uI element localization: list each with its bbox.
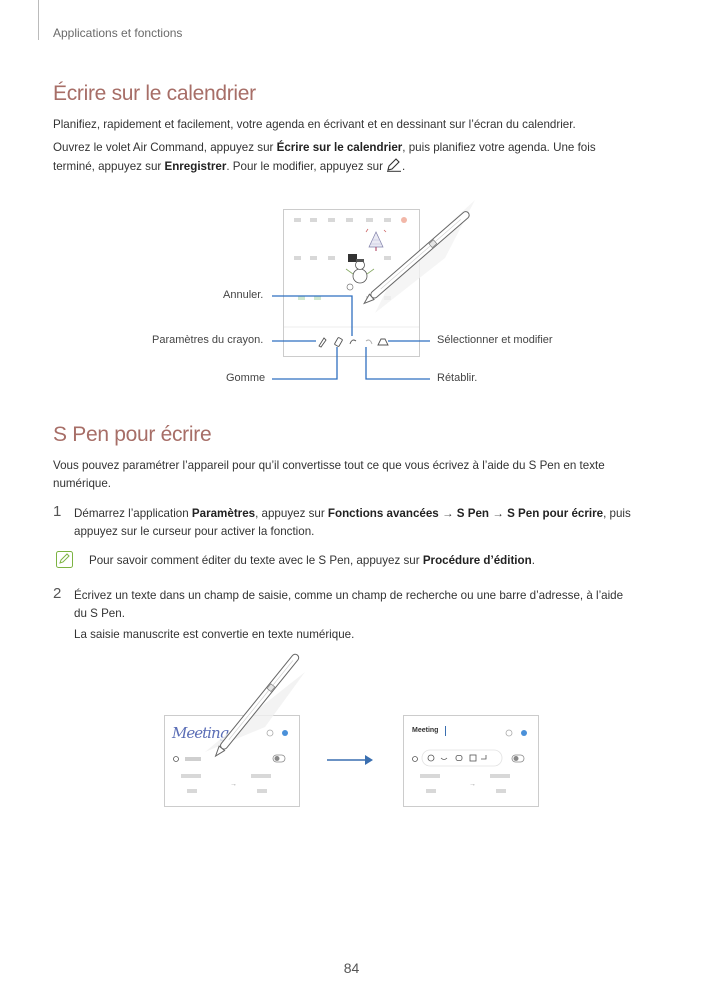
section-title-calendar: Écrire sur le calendrier — [53, 82, 256, 105]
paragraph-1: Planifiez, rapidement et facilement, votre agenda en écrivant et en dessinant sur l’écran du calendrier. — [53, 118, 576, 131]
note-icon — [56, 551, 73, 568]
callout-undo: Annuler. — [223, 289, 264, 301]
link-write-on-calendar: Écrire sur le calendrier — [276, 141, 403, 154]
callout-eraser: Gomme — [226, 372, 266, 384]
svg-text:→: → — [469, 781, 476, 788]
converted-text: Meeting — [412, 727, 439, 734]
eraser-icon[interactable] — [334, 337, 342, 346]
redo-icon[interactable] — [366, 340, 372, 344]
link-editing-procedure: Procédure d’édition — [422, 554, 532, 567]
step-2-line-2: du S Pen. — [74, 607, 125, 620]
intro-line-1: Vous pouvez paramétrer l’appareil pour qu’il convertisse tout ce que vous écrivez à l’aide du S Pen en texte — [53, 459, 605, 472]
callout-pen-settings: Paramètres du crayon. — [152, 334, 264, 346]
callout-redo: Rétablir. — [437, 372, 478, 384]
s-pen-writing — [205, 657, 325, 757]
select-edit-icon[interactable] — [378, 339, 388, 345]
step-1-line-1: Démarrez l’application Paramètres, appuyez sur Fonctions avancées → S Pen → S Pen pour écrire, puis — [74, 507, 631, 520]
step-2-line-3: La saisie manuscrite est convertie en texte numérique. — [74, 628, 355, 641]
pen-settings-icon[interactable] — [319, 338, 326, 347]
page-number: 84 — [343, 960, 360, 976]
paragraph-2: Ouvrez le volet Air Command, appuyez sur Écrire sur le calendrier, puis planifiez votre agenda. Une fois — [53, 141, 596, 154]
running-header: Applications et fonctions — [53, 26, 183, 40]
note-text: Pour savoir comment éditer du texte avec le S Pen, appuyez sur Procédure d’édition. — [89, 554, 535, 567]
svg-text:→: → — [230, 781, 237, 788]
link-save: Enregistrer — [164, 160, 227, 173]
section-title-spen-writing: S Pen pour écrire — [53, 423, 212, 446]
s-pen-illustration — [355, 188, 495, 338]
handwritten-text: Meeting — [172, 724, 229, 742]
converted-phone-screen — [403, 715, 539, 807]
step-2-number: 2 — [53, 585, 62, 602]
intro-line-2: numérique. — [53, 477, 112, 490]
step-1-number: 1 — [53, 503, 62, 520]
paragraph-3: terminé, appuyez sur Enregistrer. Pour le modifier, appuyez sur . — [53, 160, 406, 173]
step-2-line-1: Écrivez un texte dans un champ de saisie, comme un champ de recherche ou une barre d’adresse, à l’aide — [74, 589, 624, 602]
alarm-icon — [174, 757, 179, 762]
step-1-line-2: appuyez sur le curseur pour activer la fonction. — [74, 525, 315, 538]
callout-select-edit: Sélectionner et modifier — [437, 334, 553, 346]
conversion-arrow-icon — [327, 754, 377, 766]
undo-icon[interactable] — [350, 340, 356, 344]
header-rule — [38, 0, 39, 40]
edit-pencil-icon — [386, 158, 402, 172]
